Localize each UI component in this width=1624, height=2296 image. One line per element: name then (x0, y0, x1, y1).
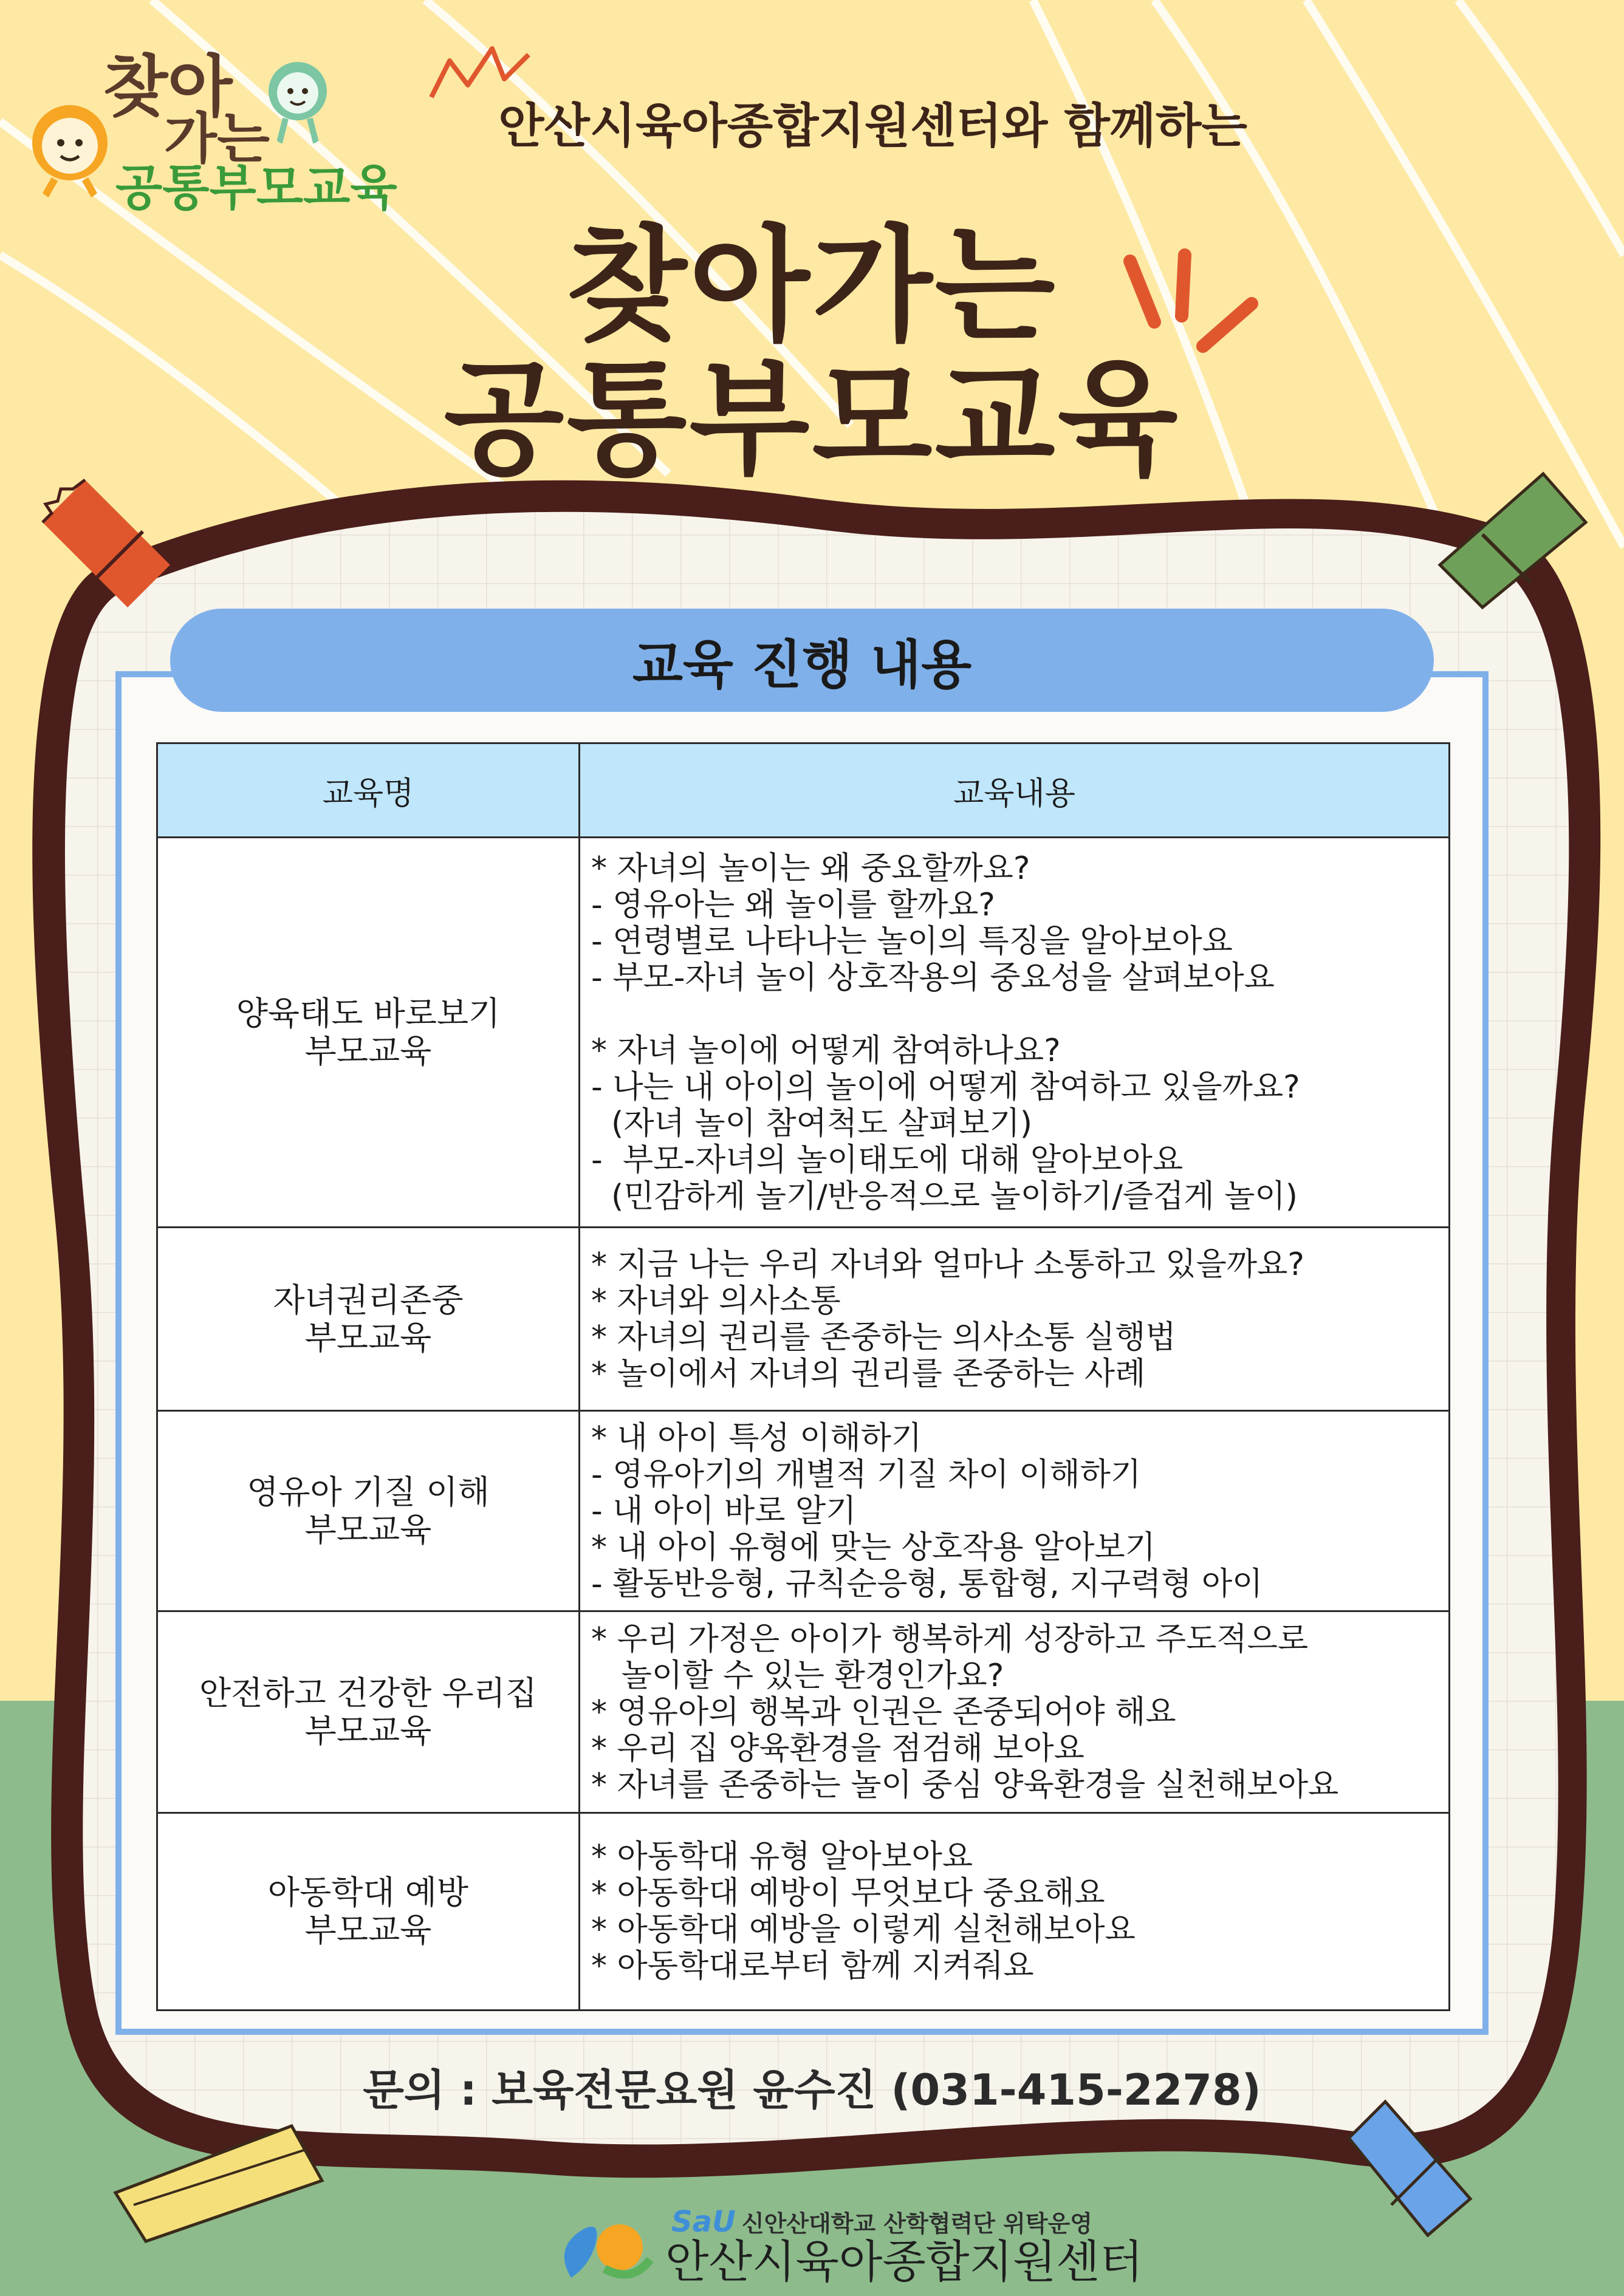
course-name: 아동학대 예방 부모교육 (157, 1813, 580, 2011)
course-content: * 자녀의 놀이는 왜 중요할까요? - 영유아는 왜 놀이를 할까요? - 연령별로 나타나는 놀이의 특징을 알아보아요 - 부모-자녀 놀이 상호작용의 중요성을 살펴보아요 * 자녀 놀이에 어떻게 참여하나요? - 나는 내 아이의 놀이에 어떻게 참여하고 있을까요? (자녀 놀이 참여척도 살펴보기) - 부모-자녀의 놀이태도에 대해 알아보아요 (민감하게 놀기/반응적으로 놀이하기/즐겁게 놀이) (580, 838, 1450, 1228)
center-logo-icon (547, 2211, 656, 2290)
sau-logo-text: SaU (671, 2205, 736, 2239)
education-table (156, 742, 1450, 2011)
contact-info: 문의 : 보육전문요원 윤수진 (031-415-2278) (363, 2065, 1261, 2115)
course-content: * 우리 가정은 아이가 행복하게 성장하고 주도적으로 놀이할 수 있는 환경인가요? * 영유아의 행복과 인권은 존중되어야 해요 * 우리 집 양육환경을 점검해 보아요 * 자녀를 존중하는 놀이 중심 양육환경을 실천해보아요 (580, 1611, 1450, 1813)
table-row (157, 1228, 1450, 1411)
table-row (157, 1411, 1450, 1611)
center-name: 안산시육아종합지원센터 (665, 2236, 1143, 2288)
tape-yellow (109, 2114, 328, 2247)
table-row (157, 838, 1450, 1228)
page-subtitle: 안산시육아종합지원센터와 함께하는 (498, 99, 1247, 154)
logo-text-line2: 가는 (164, 107, 270, 171)
page-title-line1: 찾아가는 (566, 214, 1058, 358)
course-content: * 아동학대 유형 알아보아요 * 아동학대 예방이 무엇보다 중요해요 * 아동학대 예방을 이렇게 실천해보아요 * 아동학대로부터 함께 지켜줘요 (580, 1813, 1450, 2011)
page-title-line2: 공통부모교육 (444, 347, 1180, 492)
course-name: 자녀권리존중 부모교육 (157, 1228, 580, 1411)
column-header-content: 교육내용 (580, 743, 1450, 838)
table-row (157, 1611, 1450, 1813)
course-name: 영유아 기질 이해 부모교육 (157, 1411, 580, 1611)
course-content: * 지금 나는 우리 자녀와 얼마나 소통하고 있을까요? * 자녀와 의사소통 * 자녀의 권리를 존중하는 의사소통 실행법 * 놀이에서 자녀의 권리를 존중하는 사례 (580, 1228, 1450, 1411)
tape-blue (1337, 2096, 1476, 2241)
operator-text: SaU 신안산대학교 산학협력단 위탁운영 (671, 2205, 1093, 2239)
logo-text-line3: 공통부모교육 (115, 160, 397, 216)
course-name: 안전하고 건강한 우리집 부모교육 (157, 1611, 580, 1813)
column-header-name: 교육명 (157, 743, 580, 838)
table-row (157, 1813, 1450, 2011)
panel-heading: 교육 진행 내용 (170, 609, 1434, 712)
logo-text-line1: 찾아 (103, 48, 233, 126)
course-content: * 내 아이 특성 이해하기 - 영유아기의 개별적 기질 차이 이해하기 - 내 아이 바로 알기 * 내 아이 유형에 맞는 상호작용 알아보기 - 활동반응형, 규칙순응형, 통합형, 지구력형 아이 (580, 1411, 1450, 1611)
course-name: 양육태도 바로보기 부모교육 (157, 838, 580, 1228)
table-header-row (157, 743, 1450, 838)
